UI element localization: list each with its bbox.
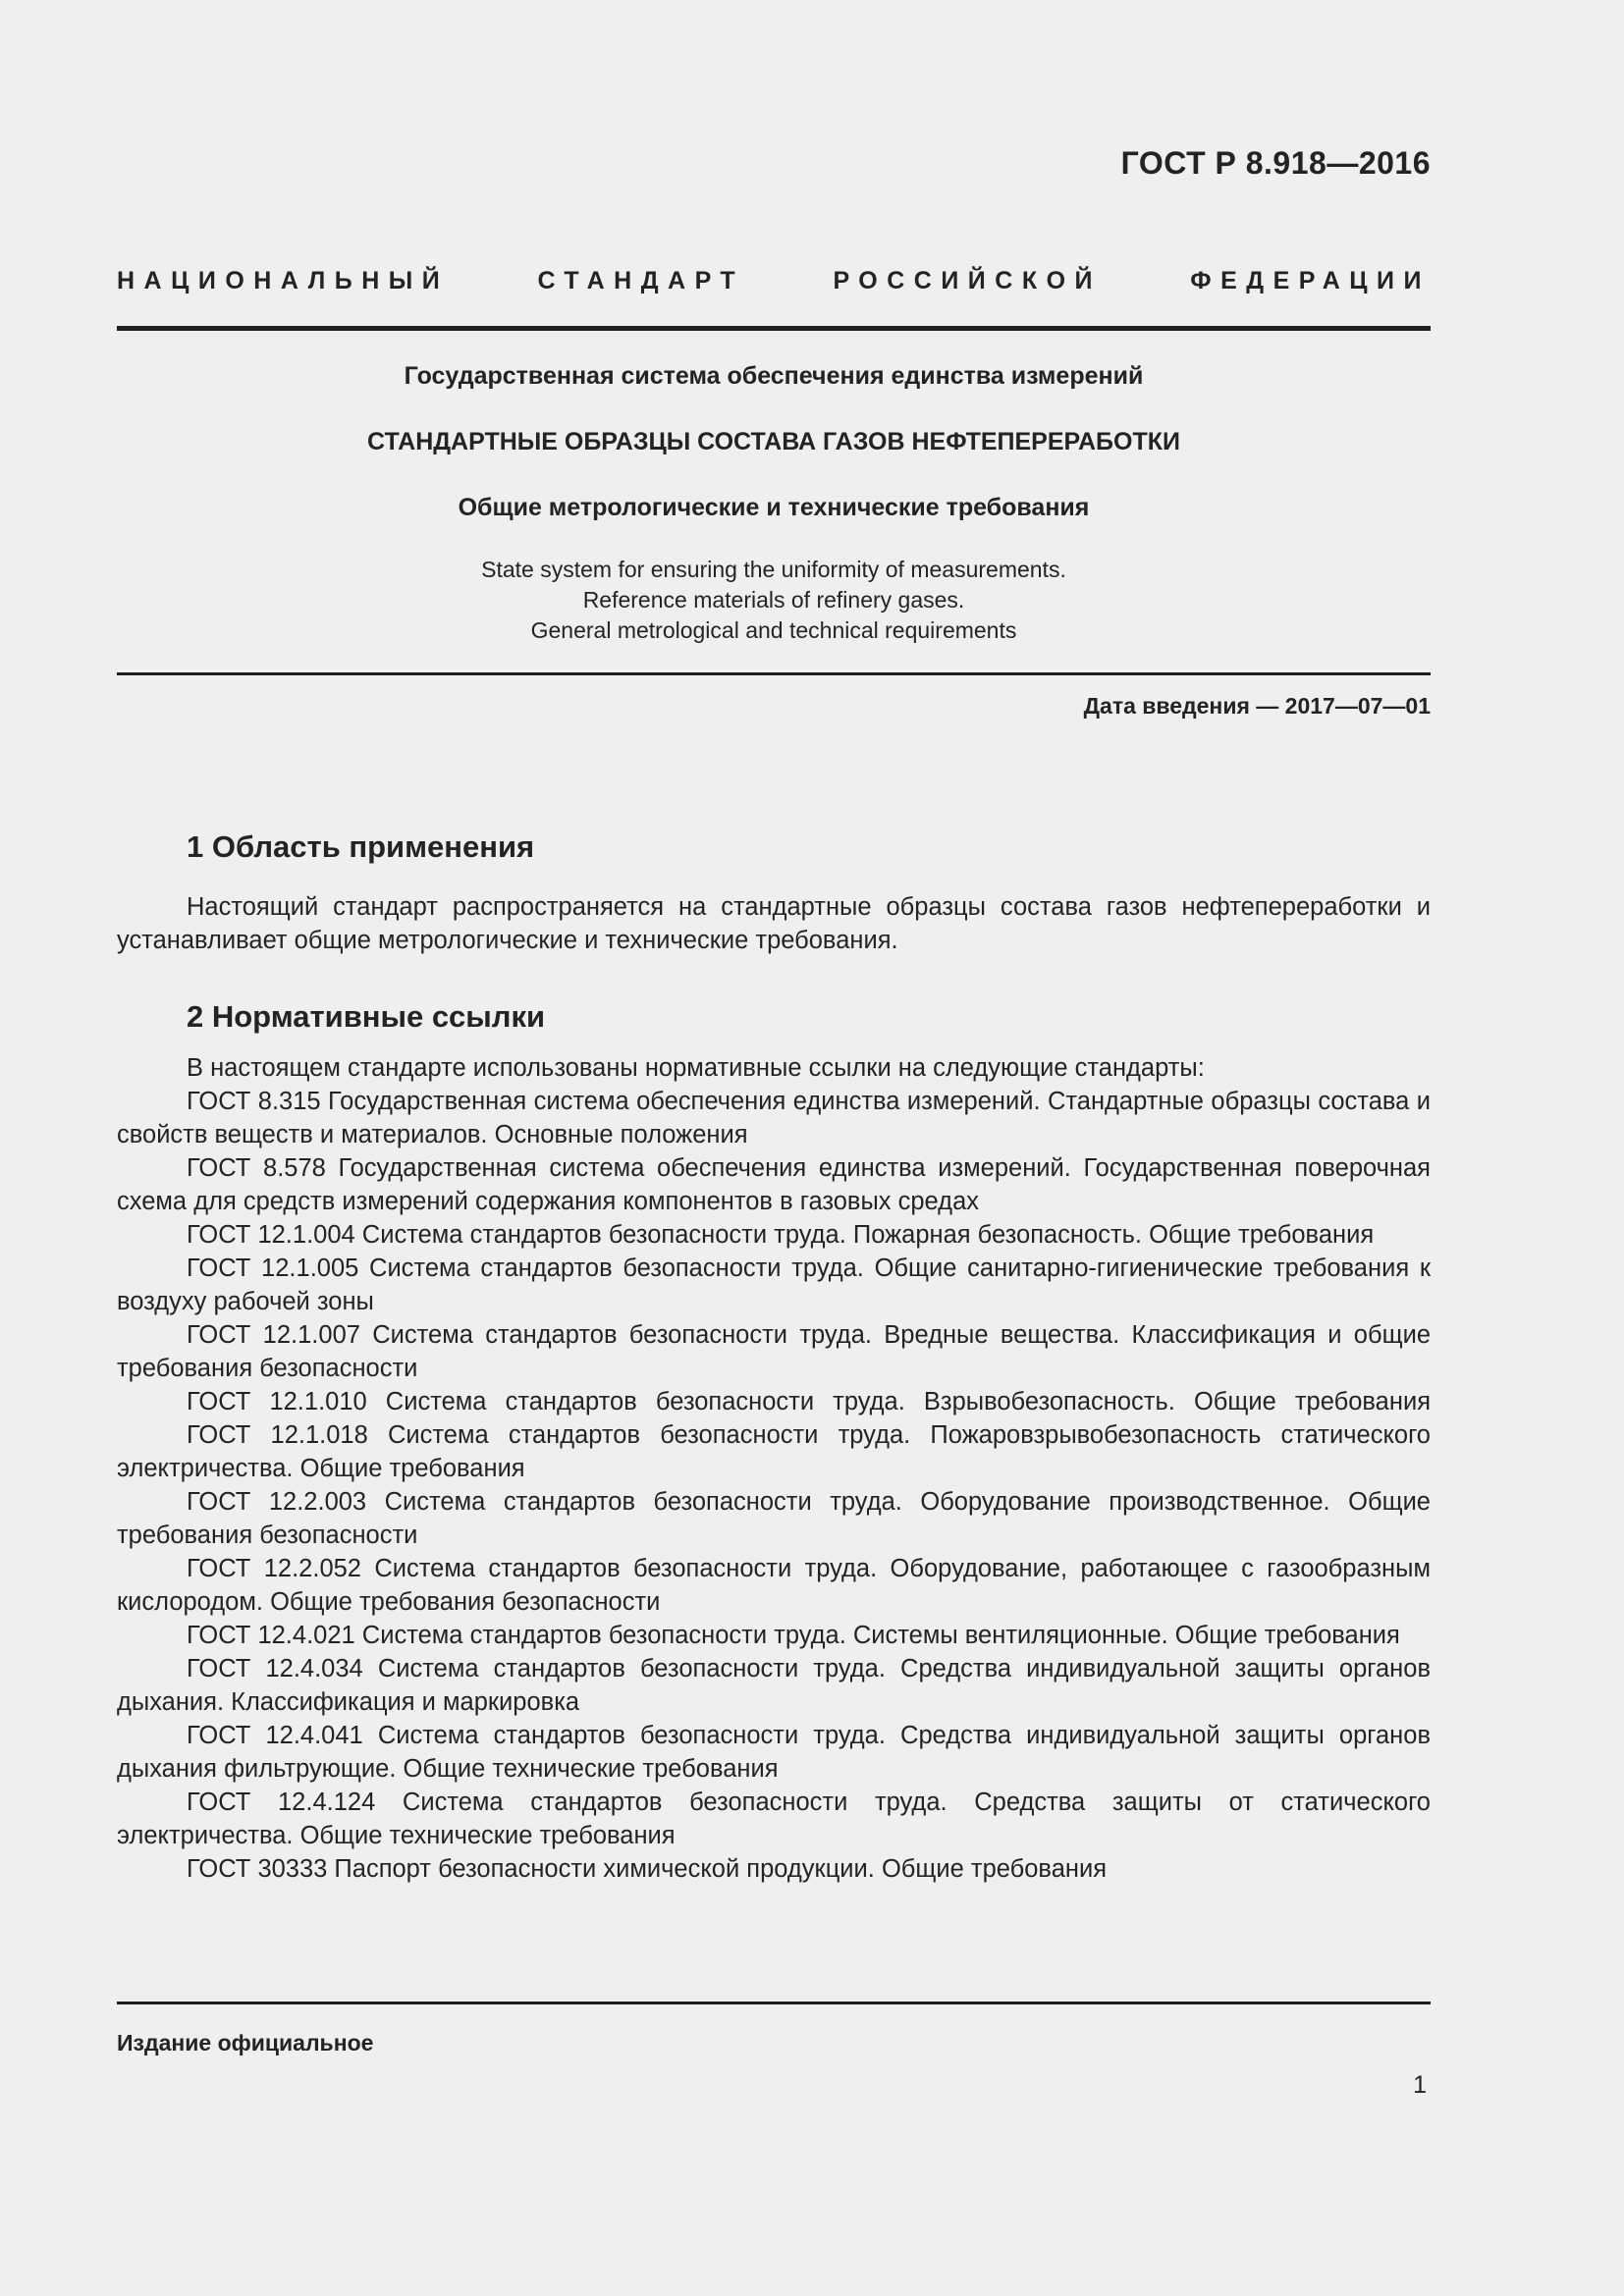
reference-item: ГОСТ 12.4.124 Система стандартов безопасности труда. Средства защиты от статического электричества. Общие технические требования (117, 1789, 1431, 1849)
edition-label: Издание официальное (117, 2030, 374, 2056)
section-1-paragraph: Настоящий стандарт распространяется на стандартные образцы состава газов нефтепереработки и устанавливает общие метрологические и технические требования. (117, 893, 1431, 954)
english-title-line-1: State system for ensuring the uniformity of measurements. (481, 557, 1066, 582)
references-intro: В настоящем стандарте использованы нормативные ссылки на следующие стандарты: (187, 1054, 1205, 1082)
section-2-heading: 2 Нормативные ссылки (187, 999, 546, 1034)
footer-divider (117, 2002, 1431, 2004)
reference-item: ГОСТ 12.1.010 Система стандартов безопасности труда. Взрывобезопасность. Общие требования (187, 1388, 1431, 1415)
reference-item: ГОСТ 12.2.003 Система стандартов безопасности труда. Оборудование производственное. Общие требования безопасности (117, 1488, 1431, 1549)
introduction-date: Дата введения — 2017—07—01 (1083, 693, 1431, 719)
reference-item: ГОСТ 8.315 Государственная система обеспечения единства измерений. Стандартные образцы состава и свойств веществ и материалов. Основные положения (117, 1088, 1431, 1148)
reference-item: ГОСТ 12.4.041 Система стандартов безопасности труда. Средства индивидуальной защиты органов дыхания фильтрующие. Общие технические требования (117, 1722, 1431, 1783)
reference-item: ГОСТ 12.1.004 Система стандартов безопасности труда. Пожарная безопасность. Общие требования (187, 1221, 1375, 1249)
page-number: 1 (1413, 2071, 1427, 2099)
english-title-line-2: Reference materials of refinery gases. (582, 587, 965, 613)
normative-references-list (117, 1051, 1431, 1886)
reference-item: ГОСТ 12.4.021 Система стандартов безопасности труда. Системы вентиляционные. Общие требования (187, 1622, 1400, 1649)
reference-item: ГОСТ 12.1.018 Система стандартов безопасности труда. Пожаровзрывобезопасность статического электричества. Общие требования (117, 1421, 1431, 1482)
main-title: СТАНДАРТНЫЕ ОБРАЗЦЫ СОСТАВА ГАЗОВ НЕФТЕПЕРЕРАБОТКИ (367, 428, 1180, 455)
national-standard-title: НАЦИОНАЛЬНЫЙ СТАНДАРТ РОССИЙСКОЙ ФЕДЕРАЦИИ (117, 267, 1431, 294)
title-divider (117, 672, 1431, 675)
reference-item: ГОСТ 30333 Паспорт безопасности химической продукции. Общие требования (187, 1855, 1108, 1883)
header-divider (117, 326, 1431, 331)
section-1-body (117, 890, 1431, 957)
document-number: ГОСТ Р 8.918—2016 (1120, 145, 1431, 181)
system-title: Государственная система обеспечения единства измерений (404, 362, 1144, 390)
section-1-heading: 1 Область применения (187, 829, 535, 864)
reference-item: ГОСТ 12.2.052 Система стандартов безопасности труда. Оборудование, работающее с газообразным кислородом. Общие требования безопасности (117, 1555, 1431, 1616)
reference-item: ГОСТ 12.1.005 Система стандартов безопасности труда. Общие санитарно-гигиенические требования к воздуху рабочей зоны (117, 1255, 1431, 1315)
reference-item: ГОСТ 12.4.034 Система стандартов безопасности труда. Средства индивидуальной защиты органов дыхания. Классификация и маркировка (117, 1655, 1431, 1716)
reference-item: ГОСТ 8.578 Государственная система обеспечения единства измерений. Государственная поверочная схема для средств измерений содержания компонентов в газовых средах (117, 1154, 1431, 1215)
subtitle: Общие метрологические и технические требования (458, 494, 1090, 521)
english-title-line-3: General metrological and technical requirements (530, 617, 1017, 643)
reference-item: ГОСТ 12.1.007 Система стандартов безопасности труда. Вредные вещества. Классификация и общие требования безопасности (117, 1321, 1431, 1382)
